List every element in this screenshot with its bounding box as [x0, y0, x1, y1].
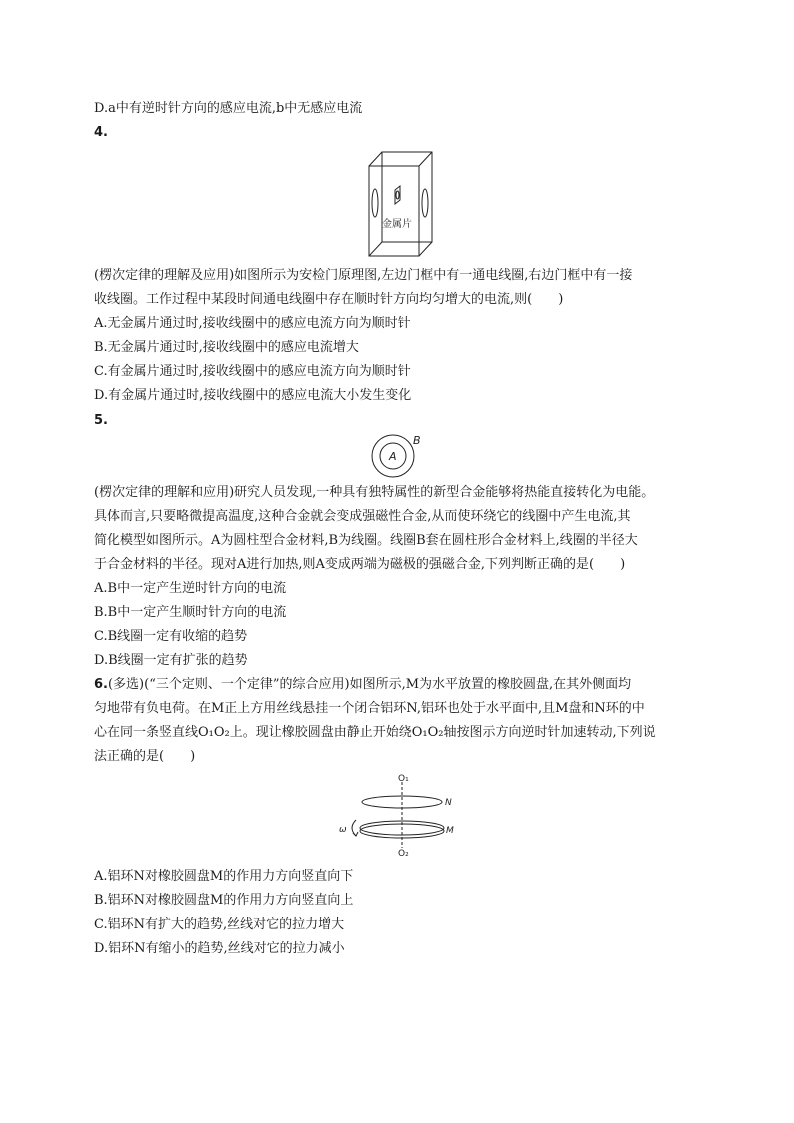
q5-number: 5.	[94, 413, 108, 428]
q5-option-a: A.B中一定产生逆时针方向的电流	[94, 581, 287, 596]
q4-stem-line-1: (楞次定律的理解及应用)如图所示为安检门原理图,左边门框中有一通电线圈,右边门框中有一接	[94, 268, 633, 283]
q4-figure-security-gate	[364, 148, 438, 260]
q4-option-b: B.无金属片通过时,接收线圈中的感应电流增大	[94, 340, 359, 355]
q4-option-d: D.有金属片通过时,接收线圈中的感应电流大小发生变化	[94, 388, 412, 403]
q6-figure-label-m: M	[446, 826, 454, 836]
q6-number: 6.	[94, 677, 108, 692]
q6-stem-text-1: (多选)(“三个定则、一个定律”的综合应用)如图所示,M为水平放置的橡胶圆盘,在其外侧面均	[107, 677, 632, 692]
q4-figure-label: 金属片	[382, 219, 412, 230]
q4-option-c: C.有金属片通过时,接收线圈中的感应电流方向为顺时针	[94, 364, 411, 379]
q6-option-a: A.铝环N对橡胶圆盘M的作用力方向竖直向下	[94, 869, 354, 884]
q6-stem-line-1	[94, 676, 631, 694]
q3-option-d: D.a中有逆时针方向的感应电流,b中无感应电流	[94, 101, 363, 116]
q6-stem-line-4: 法正确的是( )	[94, 749, 196, 764]
q5-option-d: D.B线圈一定有扩张的趋势	[94, 653, 248, 668]
q6-figure-label-o2: O₂	[398, 849, 409, 858]
q6-stem-line-3: 心在同一条竖直线O₁O₂上。现让橡胶圆盘由静止开始绕O₁O₂轴按图示方向逆时针加速转动,下列说	[94, 725, 656, 740]
q6-figure-label-omega: ω	[339, 825, 347, 835]
q5-figure-coil	[368, 432, 428, 480]
q5-option-b: B.B中一定产生顺时针方向的电流	[94, 605, 287, 620]
q6-figure-disk-ring	[336, 772, 466, 858]
q5-figure-label-a: A	[389, 450, 397, 463]
q6-figure-label-n: N	[445, 798, 452, 808]
q5-figure-label-b: B	[413, 434, 421, 447]
q4-stem-line-2: 收线圈。工作过程中某段时间通电线圈中存在顺时针方向均匀增大的电流,则( )	[94, 292, 564, 307]
q6-option-d: D.铝环N有缩小的趋势,丝线对它的拉力减小	[94, 941, 345, 956]
q6-stem-line-2: 匀地带有负电荷。在M正上方用丝线悬挂一个闭合铝环N,铝环也处于水平面中,且M盘和N环的中	[94, 701, 645, 716]
q5-option-c: C.B线圈一定有收缩的趋势	[94, 629, 248, 644]
q4-option-a: A.无金属片通过时,接收线圈中的感应电流方向为顺时针	[94, 316, 411, 331]
q6-option-c: C.铝环N有扩大的趋势,丝线对它的拉力增大	[94, 917, 345, 932]
q4-number: 4.	[94, 125, 108, 140]
q5-stem-line-2: 具体而言,只要略微提高温度,这种合金就会变成强磁性合金,从而使环绕它的线圈中产生电流,其	[94, 509, 631, 524]
q5-stem-line-3: 简化模型如图所示。A为圆柱型合金材料,B为线圈。线圈B套在圆柱形合金材料上,线圈的半径大	[94, 533, 638, 548]
q6-figure-label-o1: O₁	[398, 774, 409, 784]
q6-option-b: B.铝环N对橡胶圆盘M的作用力方向竖直向上	[94, 893, 354, 908]
q5-stem-line-1: (楞次定律的理解和应用)研究人员发现,一种具有独特属性的新型合金能够将热能直接转化为电能。	[94, 485, 655, 500]
q5-stem-line-4: 于合金材料的半径。现对A进行加热,则A变成两端为磁极的强磁合金,下列判断正确的是( )	[94, 557, 626, 572]
